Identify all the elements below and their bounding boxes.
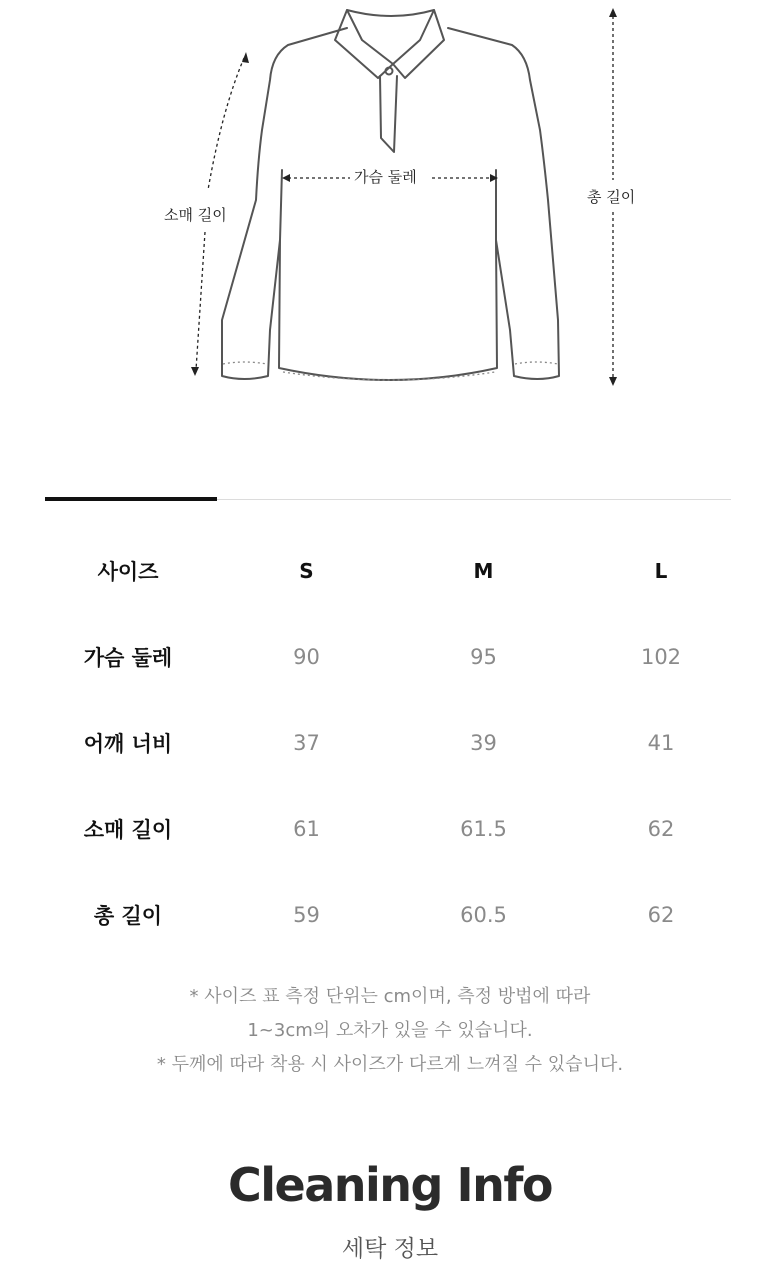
size-header-m: M — [473, 559, 494, 583]
sleeve-length-label: 소매 길이 — [160, 204, 231, 225]
table-cell: 62 — [647, 817, 675, 841]
table-row — [38, 872, 750, 958]
table-cell: 60.5 — [460, 903, 507, 927]
table-cell: 39 — [470, 731, 497, 755]
chest-label: 가슴 둘레 — [350, 166, 421, 187]
table-row — [38, 700, 750, 786]
size-header-s: S — [299, 559, 314, 583]
row-label: 어깨 너비 — [83, 732, 173, 756]
size-table — [38, 528, 750, 958]
row-label: 총 길이 — [93, 904, 163, 928]
table-cell: 95 — [470, 645, 497, 669]
table-cell: 59 — [293, 903, 320, 927]
note-line: * 사이즈 표 측정 단위는 cm이며, 측정 방법에 따라 — [189, 986, 591, 1007]
table-cell: 37 — [293, 731, 320, 755]
table-cell: 61 — [293, 817, 320, 841]
size-header-l: L — [654, 559, 668, 583]
active-tab-underline — [45, 497, 217, 501]
table-cell: 62 — [647, 903, 675, 927]
row-label: 가슴 둘레 — [83, 646, 173, 670]
size-diagram — [0, 0, 780, 420]
size-header-label: 사이즈 — [97, 560, 159, 584]
cleaning-info-title: Cleaning Info — [228, 1158, 552, 1212]
table-row — [38, 614, 750, 700]
polo-shirt-illustration — [0, 0, 780, 420]
table-cell: 61.5 — [460, 817, 507, 841]
measurement-notes — [0, 980, 780, 1082]
tab-indicator — [45, 497, 731, 501]
table-cell: 41 — [647, 731, 675, 755]
table-cell: 90 — [293, 645, 320, 669]
table-header-row — [38, 528, 750, 614]
cleaning-info-subtitle: 세탁 정보 — [341, 1236, 439, 1262]
note-line: 1~3cm의 오차가 있을 수 있습니다. — [247, 1020, 533, 1041]
row-label: 소매 길이 — [83, 818, 173, 842]
table-cell: 102 — [640, 645, 682, 669]
note-line: * 두께에 따라 착용 시 사이즈가 다르게 느껴질 수 있습니다. — [156, 1054, 624, 1075]
total-length-label: 총 길이 — [583, 186, 639, 207]
table-row — [38, 786, 750, 872]
